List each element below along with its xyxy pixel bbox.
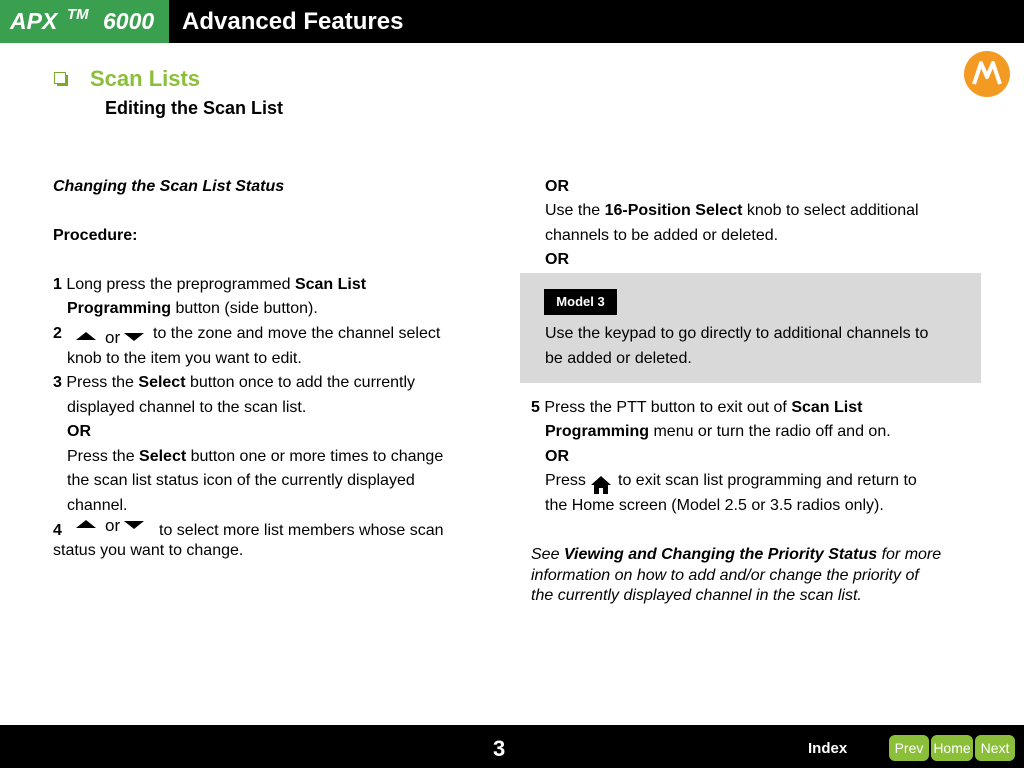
product-brand [0,0,169,43]
step-1-line-2 [67,299,318,319]
step-number: 5 [531,399,540,416]
knob-text: knob to select additional [742,202,919,219]
footer-bar [0,725,1024,768]
step-number: 4 [53,522,62,539]
page-title: Advanced Features [182,8,404,35]
step-3-line-2: displayed channel to the scan list. [67,399,307,416]
or-label: OR [545,448,569,465]
step-text: Press the [66,374,139,391]
home-icon [590,474,612,496]
step-5-line-2 [545,422,891,442]
see-text: for more [877,546,942,563]
priority-status-link[interactable]: Viewing and Changing the Priority Status [563,546,878,563]
keypad-line-1: Use the keypad to go directly to additional channels to [545,325,929,342]
home-button[interactable]: Home [931,735,973,761]
select-term: Select [139,448,187,465]
model-badge: Model 3 [544,289,617,315]
header-bar [0,0,1024,43]
step-text: Press the [67,448,140,465]
or-label: OR [545,251,569,268]
step-number: 2 [53,325,62,342]
keypad-line-2: be added or deleted. [545,350,692,367]
knob-text: Use the [545,202,605,219]
procedure-label: Procedure: [53,227,138,244]
section-subtitle: Editing the Scan List [105,98,284,118]
see-line-2: information on how to add and/or change the priority of [531,567,919,584]
step-3-line-4: the scan list status icon of the currently displayed [67,472,415,489]
step-text: menu or turn the radio off and on. [649,423,891,440]
brand-trademark: TM [67,6,89,23]
or-label: OR [67,423,91,440]
page-number: 3 [493,736,506,761]
knob-line-1 [545,201,919,221]
scan-list-term: Scan List [294,276,367,293]
brand-name: APX [10,8,58,34]
step-4-line-2: status you want to change. [53,542,244,559]
section-title: Scan Lists [90,66,201,91]
select-term: Select [138,374,186,391]
next-button[interactable]: Next [975,735,1015,761]
home-line-2: the Home screen (Model 2.5 or 3.5 radios only). [545,497,884,514]
step-1-line-1 [53,275,366,295]
or-glyph: or [105,516,121,535]
procedure-heading: Changing the Scan List Status [53,178,285,195]
see-line-3: the currently displayed channel in the scan list. [531,587,862,604]
step-4-line-1: to select more list members whose scan [159,522,444,539]
up-down-arrow-icon [76,516,148,538]
checkbox-bullet-icon [54,72,66,84]
step-text: Long press the preprogrammed [66,276,295,293]
step-text: button (side button). [171,300,318,317]
step-3-line-5: channel. [67,497,128,514]
step-3-line-1 [53,373,415,393]
motorola-logo-icon [964,51,1010,97]
scan-list-term: Scan List [791,399,863,416]
brand-model: 6000 [103,8,155,34]
step-2-line-1: to the zone and move the channel select [153,325,441,342]
press-label: Press [545,472,586,489]
see-text: See [531,546,564,563]
home-line-1: to exit scan list programming and return to [618,472,917,489]
or-label: OR [545,178,569,195]
or-glyph: or [105,328,121,347]
step-3-line-3 [67,447,443,467]
step-text: Press the PTT button to exit out of [544,399,792,416]
step-text: button one or more times to change [186,448,444,465]
step-text: button once to add the currently [185,374,416,391]
position-select-term: 16-Position Select [604,202,743,219]
step-number: 3 [53,374,62,391]
programming-term: Programming [545,423,650,440]
index-link[interactable]: Index [808,740,848,757]
step-number: 1 [53,276,62,293]
see-line-1 [531,545,941,565]
prev-button[interactable]: Prev [889,735,929,761]
step-5-line-1 [531,398,862,418]
step-2-line-2: knob to the item you want to edit. [67,350,302,367]
programming-term: Programming [67,300,172,317]
knob-line-2: channels to be added or deleted. [545,227,779,244]
up-down-arrow-icon [76,328,148,350]
